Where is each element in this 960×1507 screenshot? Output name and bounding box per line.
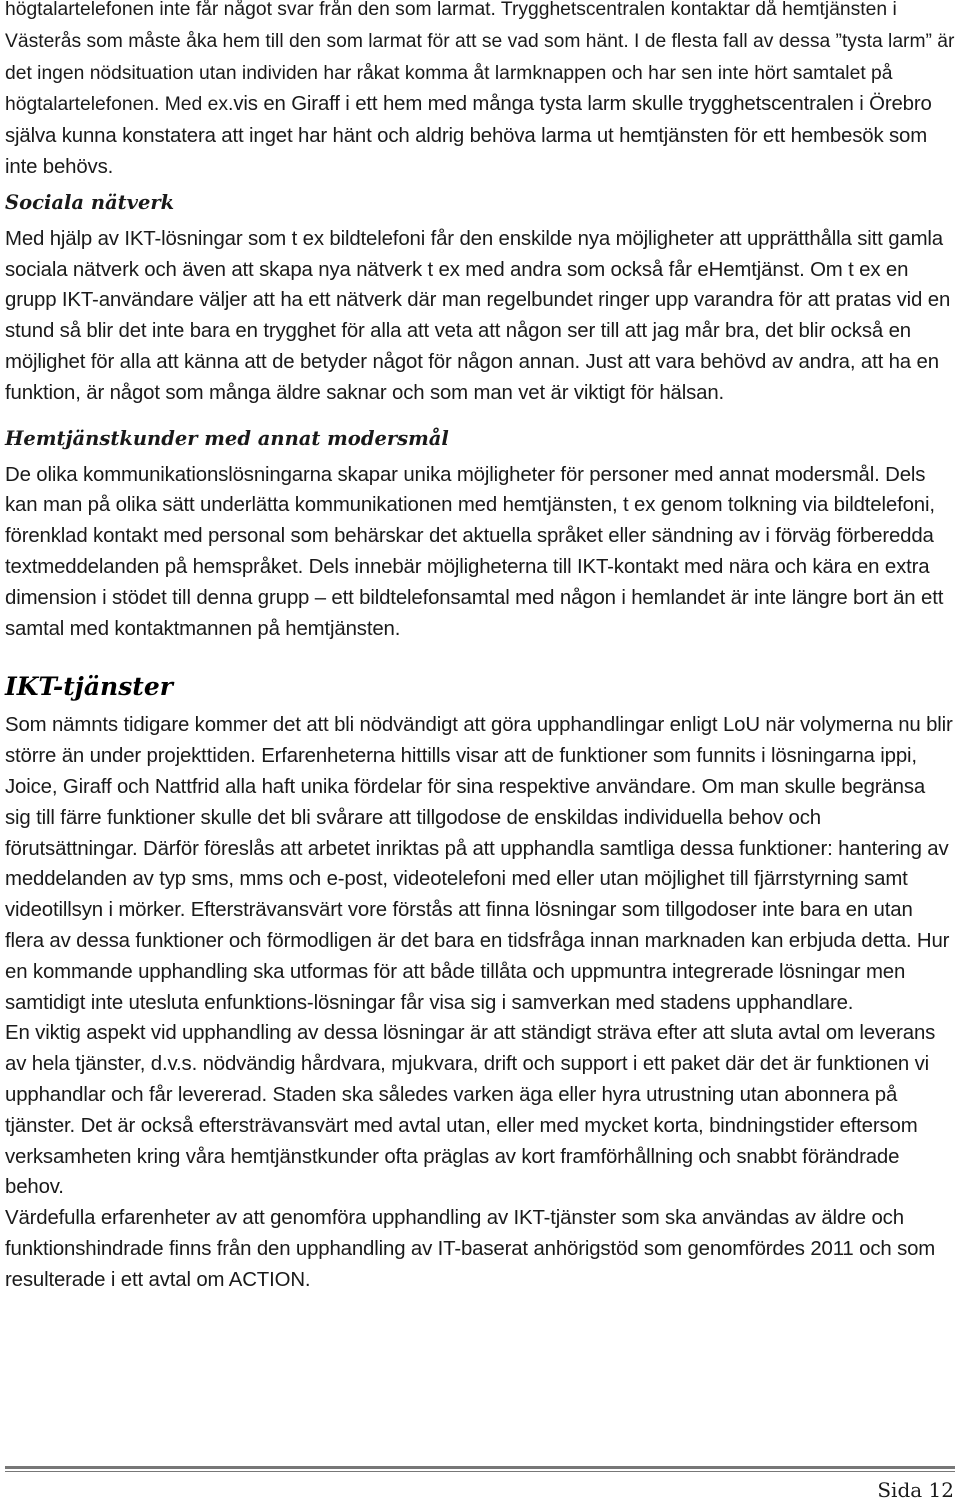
intro-arial-text: högtalartelefonen inte får något svar från den som larmat. Trygghetscentralen kontaktar då hemtjänsten i Västerås som måste åka hem till den som larmat för att se vad som hänt. I de flesta fall av dessa ”tysta larm” är det ingen nödsituation utan individen har råkat komma åt larmknappen och har sen inte hört samtalet på högtalartelefonen. Med ex.: [5, 0, 955, 116]
heading-ikt-tjanster: IKT-tjänster: [5, 672, 173, 702]
footer-divider-thick: [5, 1466, 955, 1469]
page-number: Sida 12: [877, 1478, 954, 1502]
paragraph-ikt-1: Som nämnts tidigare kommer det att bli nödvändigt att göra upphandlingar enligt LoU när volymerna nu blir större än under projekttiden. Erfarenheterna hittills visar att de funktioner som funnits i lösningarna ippi, Joice, Giraff och Nattfrid alla haft unika fördelar för sina respektive användare. Om man skulle begränsa sig till färre funktioner skulle det bli svårare att tillgodose de enskildas individuella behov och förutsättningar. Därför föreslås att arbetet inriktas på att upphandla samtliga dessa funktioner: hantering av meddelanden av typ sms, mms och e-post, videotelefoni med eller utan möjlighet till fjärrstyrning samt videotillsyn i mörker. Eftersträvansvärt vore förstås att finna lösningar som tillgodoser inte bara en utan flera av dessa funktioner och förmodligen är det bara en tidsfråga innan marknaden kan erbjuda detta. Hur en kommande upphandling ska utformas för att både tillåta och uppmuntra integrerade lösningar men samtidigt inte utesluta enfunktions-lösningar får visa sig i samverkan med stadens upphandlare.: [5, 714, 953, 1014]
document-page: [5, 0, 955, 1295]
intro-paragraph: [5, 0, 955, 183]
heading-annat-modersmal: Hemtjänstkunder med annat modersmål: [5, 426, 449, 450]
paragraph-ikt-2: En viktig aspekt vid upphandling av dessa lösningar är att ständigt sträva efter att sluta avtal om leverans av hela tjänster, d.v.s. nödvändig hårdvara, mjukvara, drift och support i ett paket där det är funktionen vi upphandlar och får levererad. Staden ska således varken äga eller hyra utrustning utan abonnera på tjänster. Det är också eftersträvansvärt med avtal utan, eller med mycket korta, bindningstider eftersom verksamheten kring våra hemtjänstkunder ofta präglas av kort framförhållning och snabbt förändrade behov.: [5, 1022, 936, 1199]
paragraph-annat-modersmal: De olika kommunikationslösningarna skapar unika möjligheter för personer med annat modersmål. Dels kan man på olika sätt underlätta kommunikationen med hemtjänsten, t ex genom tolkning via bildtelefoni, förenklad kontakt med personal som behärskar det aktuella språket eller sändning av i förväg förberedda textmeddelanden på hemspråket. Dels innebär möjligheterna till IKT-kontakt med nära och kära en extra dimension i stödet till denna grupp – ett bildtelefonsamtal med någon i hemlandet är inte längre bort än ett samtal med kontaktmannen på hemtjänsten.: [5, 463, 944, 640]
paragraph-ikt-3: Värdefulla erfarenheter av att genomföra upphandling av IKT-tjänster som ska användas av äldre och funktionshindrade finns från den upphandling av IT-baserat anhörigstöd som genomfördes 2011 och som resulterade i ett avtal om ACTION.: [5, 1207, 936, 1291]
footer-divider-thin: [5, 1471, 955, 1472]
paragraph-sociala-natverk: Med hjälp av IKT-lösningar som t ex bildtelefoni får den enskilde nya möjligheter att upprätthålla sitt gamla sociala nätverk och även att skapa nya nätverk t ex med andra som också får eHemtjänst. Om t ex en grupp IKT-användare väljer att ha ett nätverk där man regelbundet ringer upp varandra för att pratas vid en stund så blir det inte bara en trygghet för alla att veta att någon ser till att jag mår bra, det blir också en möjlighet för alla att känna att de betyder något för någon annan. Just att vara behövd av andra, att ha en funktion, är något som många äldre saknar och som man vet är viktigt för hälsan.: [5, 227, 951, 404]
heading-sociala-natverk: Sociala nätverk: [5, 190, 175, 214]
intro-text: vis en Giraff i ett hem med många tysta larm skulle trygghetscentralen i Örebro själva kunna konstatera att inget har hänt och aldrig behöva larma ut hemtjänsten för ett hembesök som inte behövs.: [5, 93, 932, 178]
